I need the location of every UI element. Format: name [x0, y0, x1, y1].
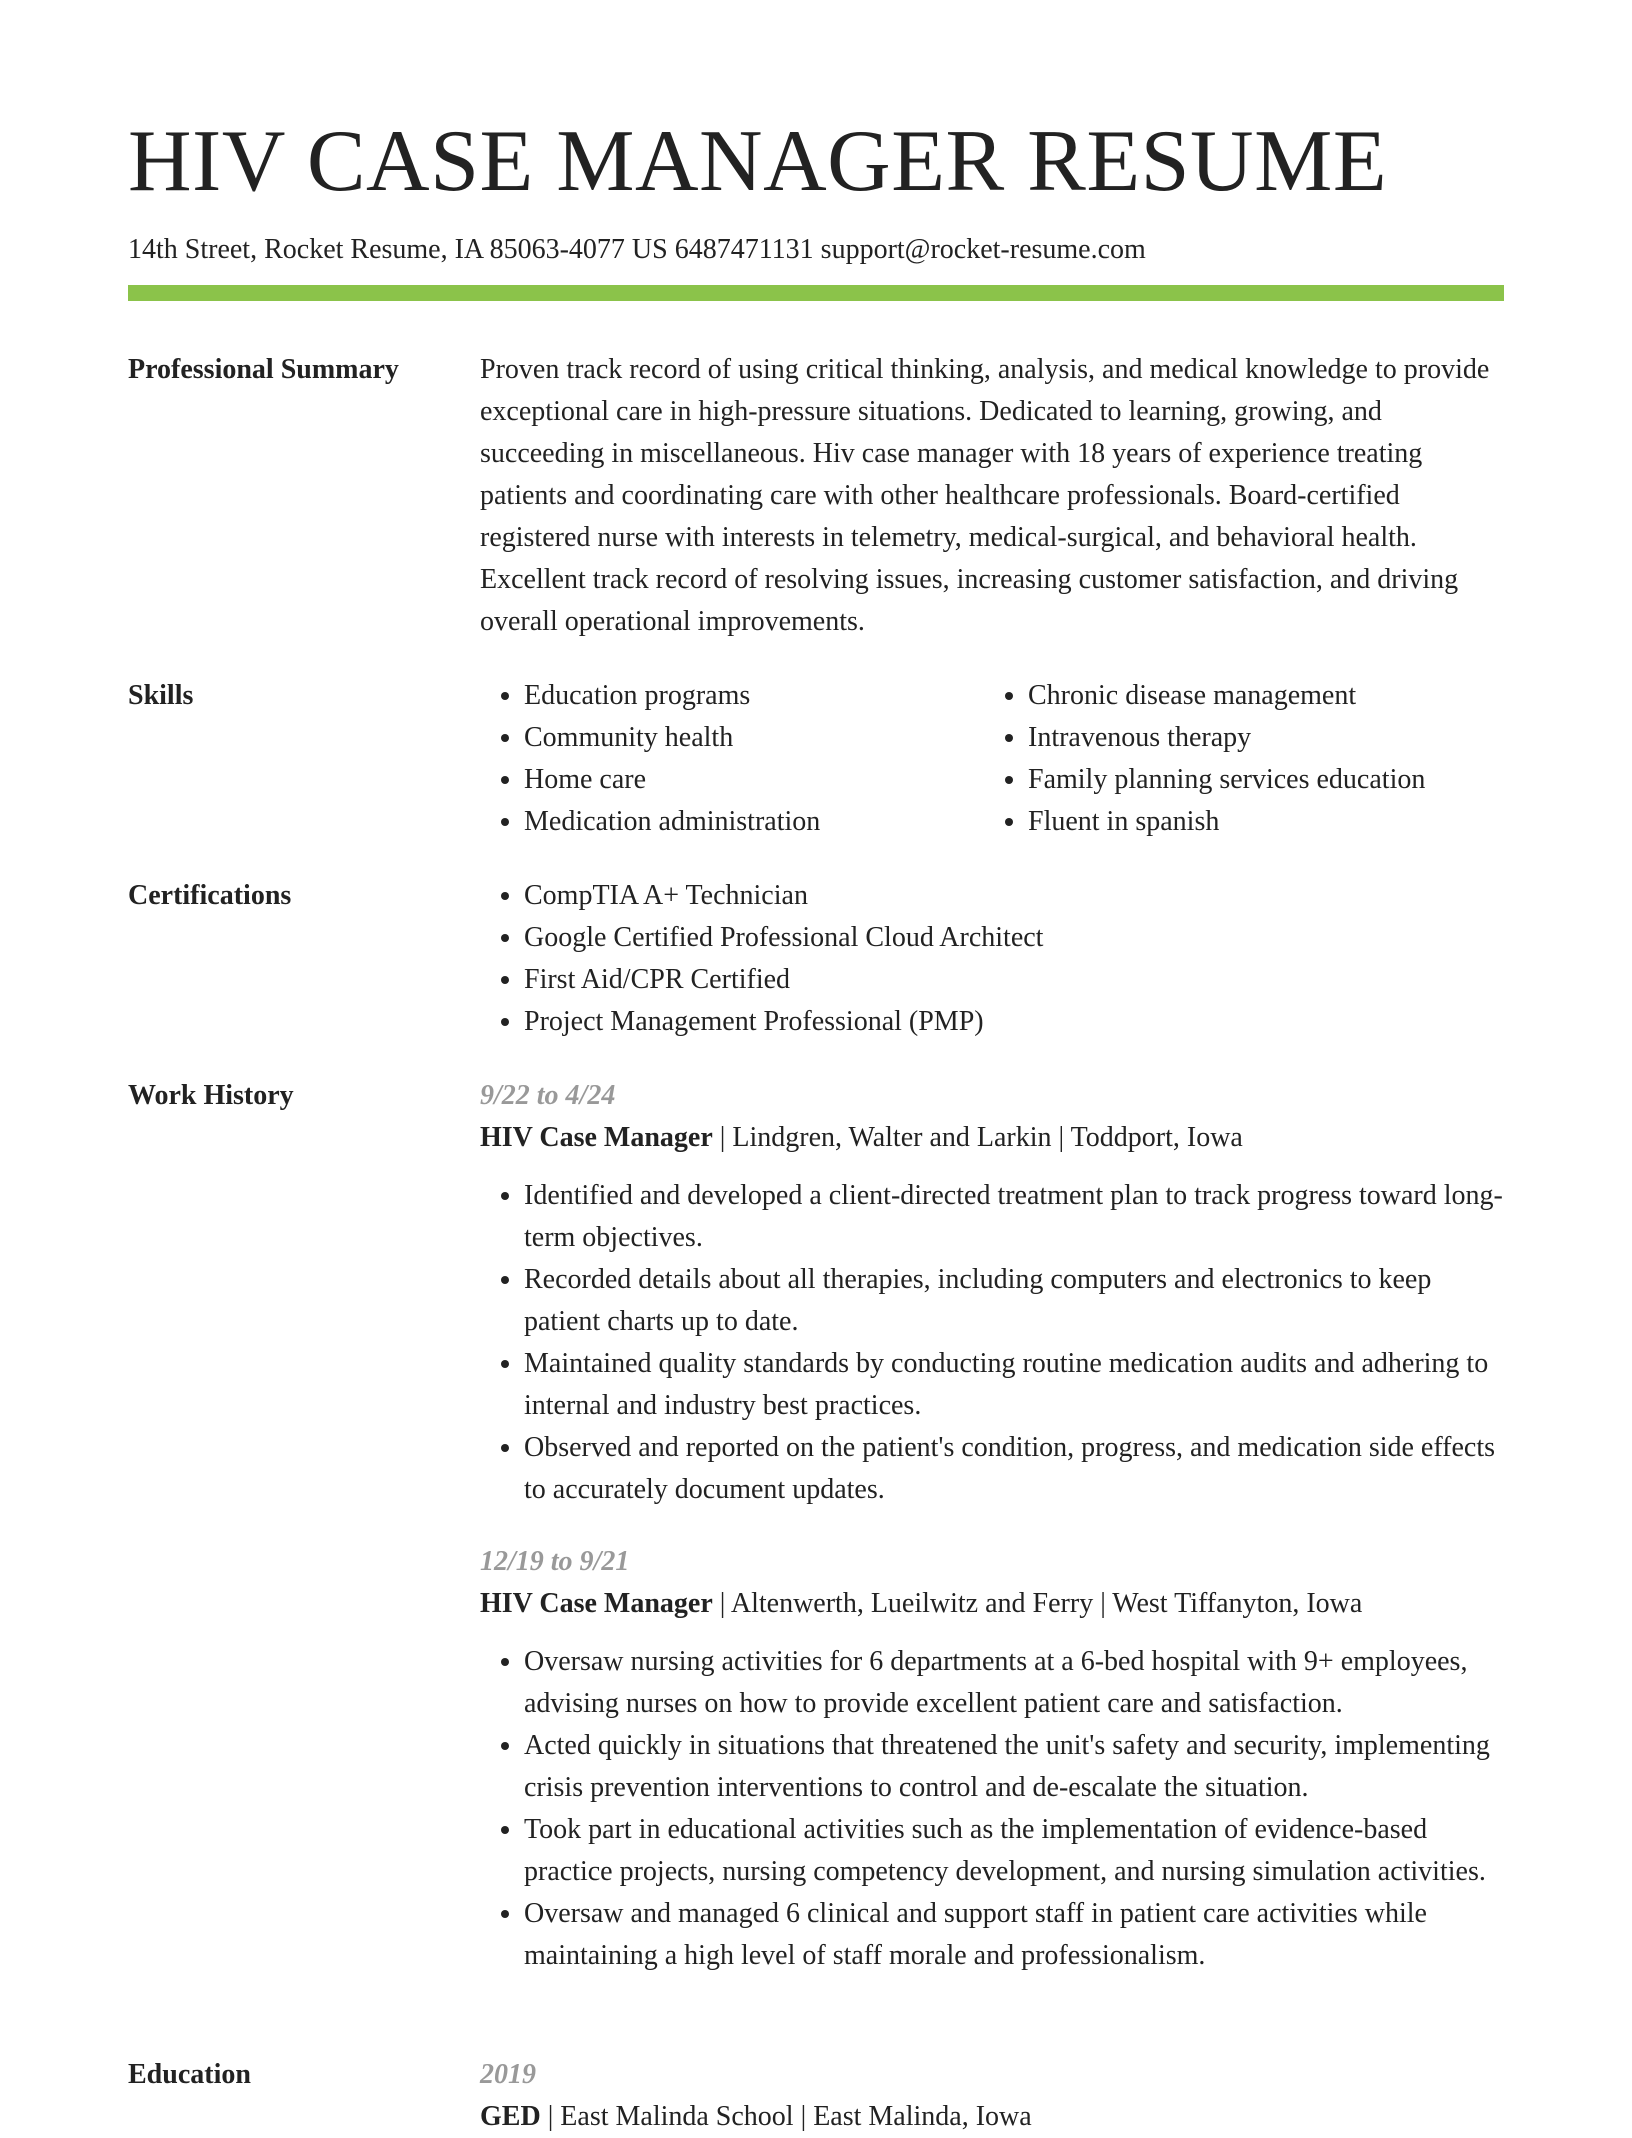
summary-body	[480, 349, 1504, 643]
job-bullet: • Oversaw and managed 6 clinical and support staff in patient care activities while maintaining a high level of staff morale and professionalism.	[524, 1893, 1504, 1977]
job-date: 9/22 to 4/24	[480, 1080, 616, 1111]
certifications-body	[480, 875, 1504, 1043]
skills-body	[480, 675, 1504, 843]
job-date: 12/19 to 9/21	[480, 1546, 630, 1577]
skill-item: • Education programs	[524, 675, 984, 717]
skill-item: • Chronic disease management	[1028, 675, 1488, 717]
skill-item: • Community health	[524, 717, 984, 759]
job-bullet: • Observed and reported on the patient's condition, progress, and medication side effects to accurately document updates.	[524, 1427, 1504, 1511]
education-degree: GED	[480, 2101, 541, 2132]
job-entry	[480, 1075, 1504, 1511]
contact-line: 14th Street, Rocket Resume, IA 85063-4077 US 6487471131 support@rocket-resume.com	[128, 234, 1146, 265]
certification-item: • Project Management Professional (PMP)	[524, 1001, 1504, 1043]
skill-item: • Intravenous therapy	[1028, 717, 1488, 759]
job-bullet: • Maintained quality standards by conducting routine medication audits and adhering to internal and industry best practices.	[524, 1343, 1504, 1427]
job-bullets	[480, 1641, 1504, 1977]
job-bullet: • Oversaw nursing activities for 6 departments at a 6-bed hospital with 9+ employees, advising nurses on how to provide excellent patient care and satisfaction.	[524, 1641, 1504, 1725]
skills-column-2	[984, 675, 1488, 843]
job-entry	[480, 1541, 1504, 1977]
skills-list-2	[984, 675, 1488, 843]
resume-title: HIV CASE MANAGER RESUME	[128, 113, 1388, 210]
work-history-label: Work History	[128, 1080, 294, 1111]
certifications-label: Certifications	[128, 880, 292, 911]
job-bullet: • Acted quickly in situations that threatened the unit's safety and security, implementing crisis prevention interventions to control and de-escalate the situation.	[524, 1725, 1504, 1809]
summary-text: Proven track record of using critical thinking, analysis, and medical knowledge to provide exceptional care in high-pressure situations. Dedicated to learning, growing, and succeeding in miscellaneous. Hiv case manager with 18 years of experience treating patients and coordinating care with other healthcare professionals. Board-certified registered nurse with interests in telemetry, medical-surgical, and behavioral health. Excellent track record of resolving issues, increasing customer satisfaction, and driving overall operational improvements.	[480, 354, 1490, 637]
education-date: 2019	[480, 2059, 536, 2090]
certification-item: • First Aid/CPR Certified	[524, 959, 1504, 1001]
certification-item: • CompTIA A+ Technician	[524, 875, 1504, 917]
job-heading	[480, 1117, 1504, 1159]
skill-item: • Fluent in spanish	[1028, 801, 1488, 843]
skill-item: • Home care	[524, 759, 984, 801]
skills-columns	[480, 675, 1504, 843]
job-heading	[480, 1583, 1504, 1625]
job-bullet: • Took part in educational activities such as the implementation of evidence-based practice projects, nursing competency development, and nursing simulation activities.	[524, 1809, 1504, 1893]
job-bullet: • Recorded details about all therapies, including computers and electronics to keep patient charts up to date.	[524, 1259, 1504, 1343]
skill-item: • Medication administration	[524, 801, 984, 843]
skills-column-1	[480, 675, 984, 843]
certification-item: • Google Certified Professional Cloud Architect	[524, 917, 1504, 959]
work-history-body	[480, 1075, 1504, 1977]
education-label: Education	[128, 2059, 251, 2090]
skill-item: • Family planning services education	[1028, 759, 1488, 801]
education-heading	[480, 2096, 1504, 2138]
skills-label: Skills	[128, 680, 194, 711]
header-divider	[128, 285, 1504, 301]
skills-list-1	[480, 675, 984, 843]
certifications-list	[480, 875, 1504, 1043]
job-title: HIV Case Manager	[480, 1588, 713, 1619]
education-school: | East Malinda School | East Malinda, Iowa	[540, 2101, 1032, 2132]
summary-label: Professional Summary	[128, 354, 399, 385]
job-title: HIV Case Manager	[480, 1122, 713, 1153]
job-employer-location: | Lindgren, Walter and Larkin | Toddport, Iowa	[712, 1122, 1243, 1153]
job-employer-location: | Altenwerth, Lueilwitz and Ferry | West Tiffanyton, Iowa	[712, 1588, 1363, 1619]
education-body	[480, 2054, 1504, 2138]
job-bullets	[480, 1175, 1504, 1511]
job-bullet: • Identified and developed a client-directed treatment plan to track progress toward long-term objectives.	[524, 1175, 1504, 1259]
